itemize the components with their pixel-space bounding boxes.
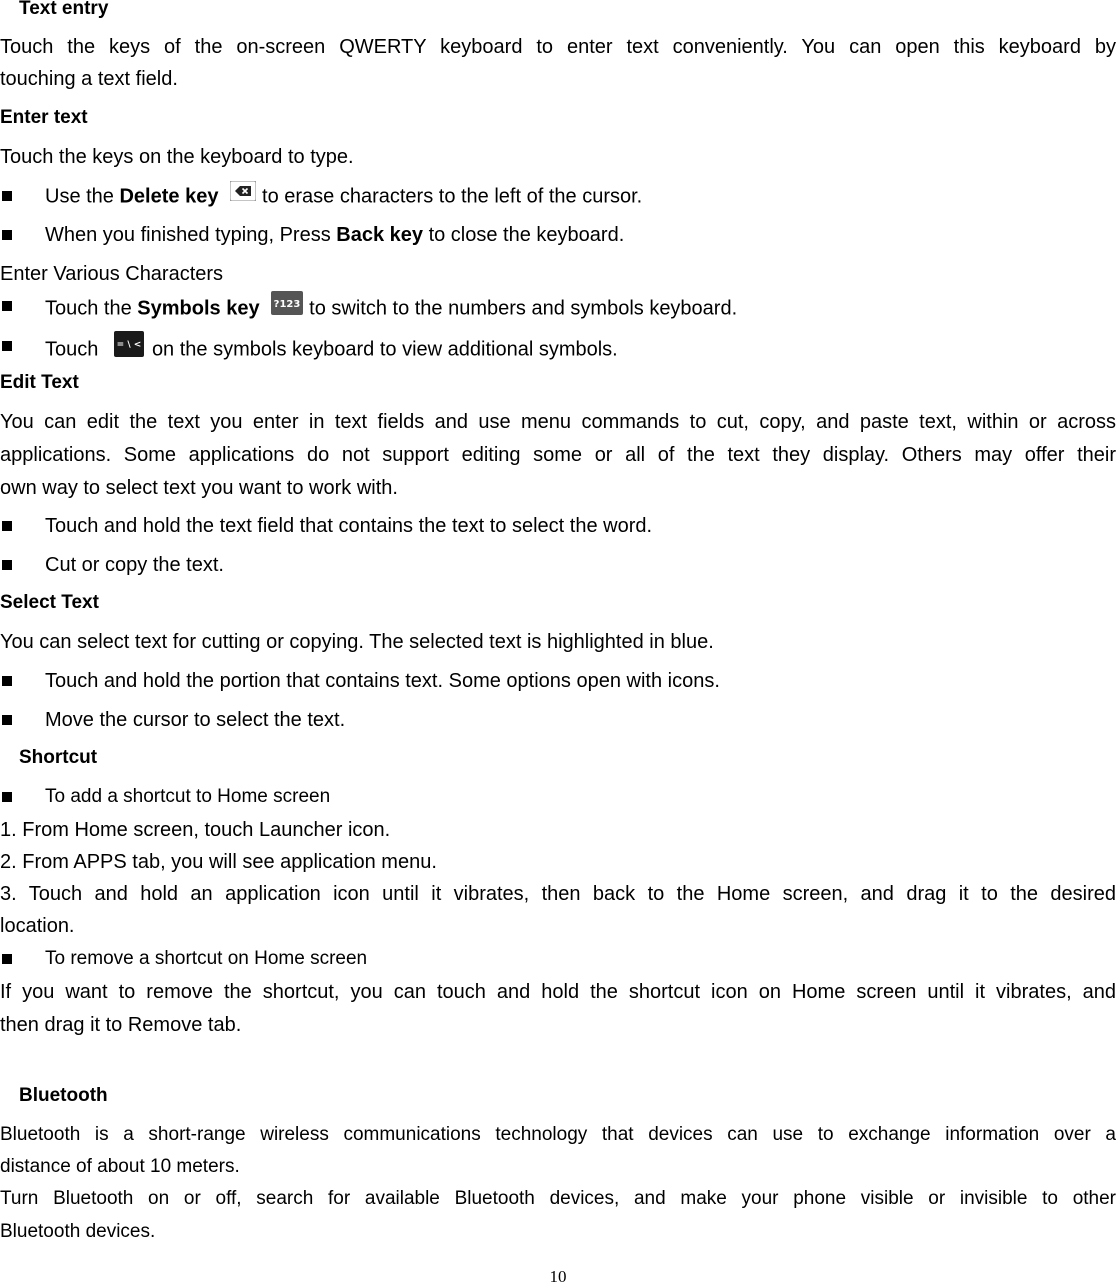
heading-shortcut: Shortcut [19,747,98,768]
symbols-key-glyph: ?123 [273,299,301,310]
heading-bluetooth: Bluetooth [19,1085,108,1106]
bullet-square-icon [2,341,12,351]
shortcut-step3-line1: 3. Touch and hold an application icon until it vibrates, then back to the Home screen, and drag it to the desired [0,883,1116,905]
bullet-remove-shortcut [0,947,1116,971]
edit-text-para-line3: own way to select text you want to work with. [0,477,398,499]
heading-enter-text: Enter text [0,107,88,128]
bullet-square-icon [2,521,12,531]
bullet-back-key [0,223,1116,247]
bullet-text: Use the [45,185,120,208]
bullet-square-icon [2,792,12,802]
bullet-text: Touch and hold the text field that contains the text to select the word. [45,515,653,537]
bullet-square-icon [2,954,12,964]
bullet-square-icon [2,301,12,311]
bluetooth-para1-line1: Bluetooth is a short-range wireless communications technology that devices can use to exchange information over a [0,1124,1116,1145]
heading-enter-various-characters: Enter Various Characters [0,263,224,285]
back-key-label: Back key [336,224,424,246]
bluetooth-para1-line2: distance of about 10 meters. [0,1156,240,1177]
remove-shortcut-line2: then drag it to Remove tab. [0,1014,242,1036]
bullet-text: To remove a shortcut on Home screen [45,948,368,969]
bullet-touch-hold-portion [0,669,1116,693]
edit-text-para-line2: applications. Some applications do not support editing some or all of the text they display. Others may offer their [0,444,1116,466]
delete-key-icon [230,181,256,207]
more-symbols-key-glyph: = \ < [116,340,142,350]
bullet-touch-hold-field [0,514,1116,538]
bullet-text: on the symbols keyboard to view additional symbols. [151,338,618,361]
select-text-intro: You can select text for cutting or copying. The selected text is highlighted in blue. [0,631,714,653]
bullet-add-shortcut [0,785,1116,809]
bullet-text: Touch the [45,297,138,320]
bullet-square-icon [2,560,12,570]
bullet-text: Touch [45,338,99,361]
remove-shortcut-line1: If you want to remove the shortcut, you can touch and hold the shortcut icon on Home screen until it vibrates, and [0,981,1116,1003]
bullet-square-icon [2,676,12,686]
delete-key-label: Delete key [119,185,219,208]
bullet-delete-key [0,184,1116,210]
bullet-text: When you finished typing, Press [45,224,337,246]
bullet-move-cursor [0,708,1116,732]
shortcut-step1: 1. From Home screen, touch Launcher icon. [0,819,391,841]
bullet-cut-copy [0,553,1116,577]
bluetooth-para2-line2: Bluetooth devices. [0,1221,156,1242]
bullet-text: To add a shortcut to Home screen [45,786,331,807]
bullet-text: Move the cursor to select the text. [45,709,346,731]
bullet-more-symbols [0,334,1116,366]
bullet-square-icon [2,191,12,201]
bullet-text: to switch to the numbers and symbols keyboard. [309,297,738,320]
bullet-text: to close the keyboard. [423,224,625,246]
text-entry-intro-line1: Touch the keys of the on-screen QWERTY keyboard to enter text conveniently. You can open this keyboard by [0,36,1116,58]
bullet-text: Cut or copy the text. [45,554,224,576]
symbols-key-icon [271,291,303,321]
symbols-key-label: Symbols key [137,297,260,320]
enter-text-intro: Touch the keys on the keyboard to type. [0,146,354,168]
shortcut-step2: 2. From APPS tab, you will see application menu. [0,851,437,873]
bullet-text: Touch and hold the portion that contains text. Some options open with icons. [45,670,720,692]
page-number: 10 [549,1267,567,1286]
bullet-square-icon [2,230,12,240]
bullet-square-icon [2,715,12,725]
bluetooth-para2-line1: Turn Bluetooth on or off, search for available Bluetooth devices, and make your phone visible or invisible to other [0,1188,1116,1209]
shortcut-step3-line2: location. [0,915,75,937]
heading-text-entry: Text entry [19,0,109,19]
edit-text-para-line1: You can edit the text you enter in text fields and use menu commands to cut, copy, and paste text, within or across [0,411,1116,433]
heading-edit-text: Edit Text [0,372,79,393]
text-entry-intro-line2: touching a text field. [0,68,178,90]
bullet-symbols-key [0,294,1116,324]
bullet-text: to erase characters to the left of the cursor. [262,185,643,208]
heading-select-text: Select Text [0,592,99,613]
more-symbols-key-icon [114,331,144,363]
